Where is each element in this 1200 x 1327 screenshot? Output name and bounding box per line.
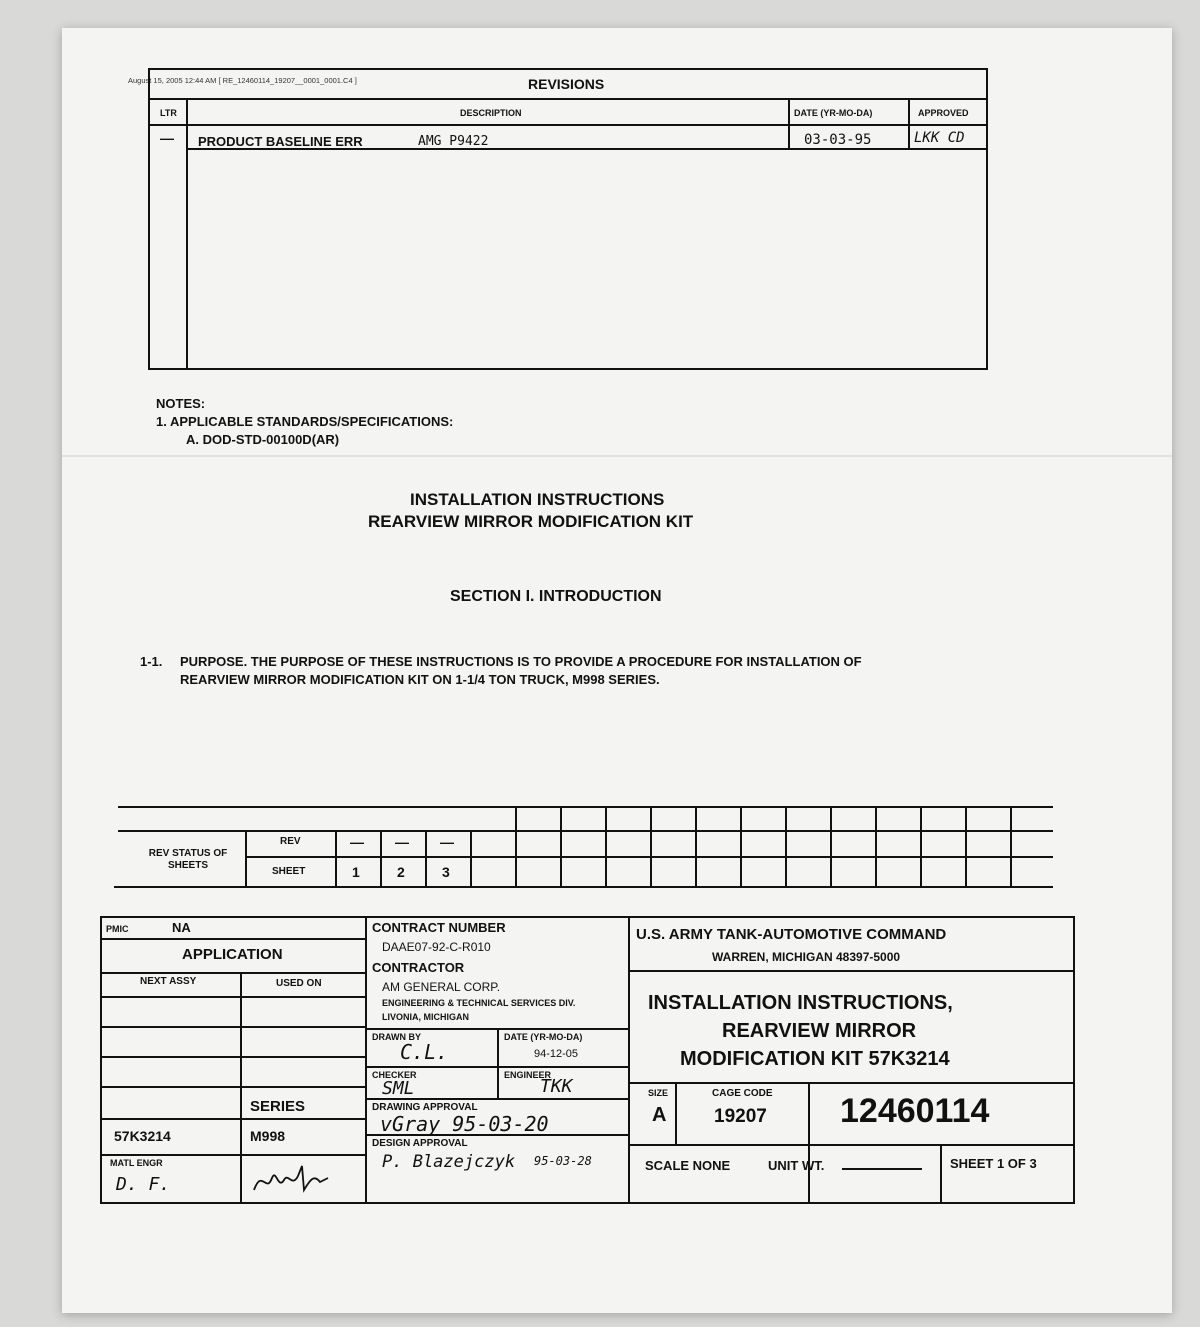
design-approval-label: DESIGN APPROVAL <box>372 1138 468 1149</box>
contractor-name: AM GENERAL CORP. <box>382 980 501 994</box>
pmic-label: PMIC <box>106 924 129 934</box>
series-label: SERIES <box>250 1098 306 1115</box>
drawing-sheet <box>100 68 1090 1208</box>
main-title-line-1: INSTALLATION INSTRUCTIONS <box>410 490 665 509</box>
matl-engr-signature: D. F. <box>116 1174 171 1195</box>
sheet-label: SHEET <box>272 866 306 877</box>
checker-signature: SML <box>382 1078 415 1099</box>
revisions-title: REVISIONS <box>528 76 605 92</box>
doc-title-line-3: MODIFICATION KIT 57K3214 <box>680 1048 950 1070</box>
next-assy-label: NEXT ASSY <box>140 976 197 987</box>
doc-title-line-1: INSTALLATION INSTRUCTIONS, <box>648 992 953 1014</box>
cage-code-value: 19207 <box>714 1106 767 1127</box>
design-approval-signature: P. Blazejczyk <box>382 1152 516 1172</box>
sheet-count: SHEET 1 OF 3 <box>950 1156 1037 1171</box>
rev-row-description-handwritten: AMG P9422 <box>418 134 489 149</box>
command-name: U.S. ARMY TANK-AUTOMOTIVE COMMAND <box>636 926 947 943</box>
date-value: 94-12-05 <box>534 1048 579 1060</box>
command-address: WARREN, MICHIGAN 48397-5000 <box>712 950 901 964</box>
rev-value-1: — <box>350 834 364 850</box>
purpose-line-1: PURPOSE. THE PURPOSE OF THESE INSTRUCTIONS IS TO PROVIDE A PROCEDURE FOR INSTALLATION OF <box>180 654 862 669</box>
notes-item-1a: A. DOD-STD-00100D(AR) <box>186 432 340 447</box>
rev-row-date: 03-03-95 <box>804 132 872 148</box>
main-title-line-2: REARVIEW MIRROR MODIFICATION KIT <box>368 512 694 531</box>
notes-heading: NOTES: <box>156 396 206 411</box>
sheet-number-3: 3 <box>442 864 450 880</box>
size-label: SIZE <box>648 1088 669 1098</box>
purpose-line-2: REARVIEW MIRROR MODIFICATION KIT ON 1-1/4 TON TRUCK, M998 SERIES. <box>180 672 660 687</box>
drawn-by-label: DRAWN BY <box>372 1032 421 1042</box>
size-value: A <box>652 1104 667 1126</box>
contractor-division: ENGINEERING & TECHNICAL SERVICES DIV. <box>382 998 576 1008</box>
rev-row-ltr: — <box>160 130 174 146</box>
rev-value-3: — <box>440 834 454 850</box>
contract-number: DAAE07-92-C-R010 <box>382 940 491 954</box>
contractor-location: LIVONIA, MICHIGAN <box>382 1012 469 1022</box>
rev-header-description: DESCRIPTION <box>460 108 522 118</box>
rev-row-approved: LKK CD <box>914 130 965 146</box>
application-label: APPLICATION <box>182 946 283 963</box>
drawing-approval-signature: vGray 95-03-20 <box>380 1112 549 1136</box>
checker-label: CHECKER <box>372 1070 417 1080</box>
notes-item-1: 1. APPLICABLE STANDARDS/SPECIFICATIONS: <box>156 414 454 429</box>
sheet-number-1: 1 <box>352 864 360 880</box>
rev-header-date: DATE (YR-MO-DA) <box>794 108 873 118</box>
contract-number-label: CONTRACT NUMBER <box>372 920 506 935</box>
model-number: M998 <box>250 1128 286 1144</box>
print-stamp: August 15, 2005 12:44 AM [ RE_12460114_19207__0001_0001.C4 ] <box>128 76 357 85</box>
rev-label: REV <box>280 836 301 847</box>
unit-weight-label: UNIT WT. <box>768 1158 825 1173</box>
sheet-number-2: 2 <box>397 864 405 880</box>
drawing-number: 12460114 <box>840 1092 990 1130</box>
rev-value-2: — <box>395 834 409 850</box>
rev-header-ltr: LTR <box>160 108 177 118</box>
section-title: SECTION I. INTRODUCTION <box>450 588 662 605</box>
kit-number: 57K3214 <box>114 1128 171 1144</box>
matl-engr-label: MATL ENGR <box>110 1158 163 1168</box>
scale-label: SCALE NONE <box>645 1158 731 1173</box>
purpose-number: 1-1. <box>140 654 163 669</box>
used-on-label: USED ON <box>276 978 322 989</box>
doc-title-line-2: REARVIEW MIRROR <box>722 1020 917 1042</box>
contractor-label: CONTRACTOR <box>372 960 465 975</box>
engineer-label: ENGINEER <box>504 1070 552 1080</box>
used-on-signature <box>248 1160 338 1198</box>
design-approval-date: 95-03-28 <box>534 1154 592 1168</box>
rev-row-description: PRODUCT BASELINE ERR <box>198 134 363 149</box>
rev-header-approved: APPROVED <box>918 108 969 118</box>
cage-code-label: CAGE CODE <box>712 1088 773 1099</box>
date-label: DATE (YR-MO-DA) <box>504 1032 583 1042</box>
pmic-value: NA <box>172 920 191 935</box>
drawn-by-signature: C.L. <box>400 1040 449 1064</box>
rev-status-label: REV STATUS OF SHEETS <box>148 848 228 871</box>
engineer-signature: TKK <box>540 1076 573 1097</box>
drawing-approval-label: DRAWING APPROVAL <box>372 1102 478 1113</box>
